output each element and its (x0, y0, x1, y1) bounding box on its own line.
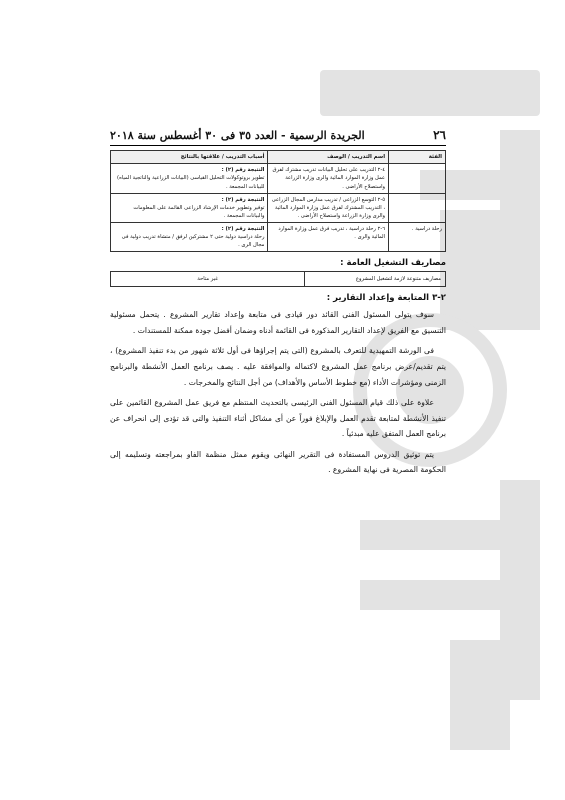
paragraph: يتم توثيق الدروس المستفادة فى التقرير النهائى ويقوم ممثل منظمة الفاو بمراجعته وتسليمه إلى الحكومة المصرية فى نهاية المشروع . (110, 449, 446, 475)
table-row (111, 271, 446, 286)
cell-activity: ٤-٢ التدريب على تحليل البيانات تدريب مشترك لفرق عمل وزارة الموارد المائية والرى وزارة الزراعة واستصلاح الأراضى . (268, 164, 389, 193)
document-page (110, 128, 446, 483)
paragraph: فى الورشة التمهيدية للتعرف بالمشروع (التى يتم إجراؤها فى أول ثلاثة شهور من بدء تنفيذ المشروع) ، يتم تقديم/عرض برنامج عمل المشروع لاكتماله والموافقة عليه . يصف برنامج العمل الأنشطة والبرنامج الزمنى ومؤشرات الأداء (مع خطوط الأساس والأهداف) من أجل النتائج والمخرجات . (110, 346, 446, 387)
expense-value: غير متاحة (111, 271, 305, 286)
training-table (110, 150, 446, 252)
result-label: النتيجة رقم (٢) : (221, 167, 265, 174)
column-header-reasons: أسباب التدريب / علاقتها بالنتائج (111, 151, 268, 164)
monitoring-heading: ٢-٣ المتابعة وإعداد التقارير : (326, 293, 446, 304)
table-header-row (111, 151, 446, 164)
cell-result (111, 193, 268, 222)
operating-expenses-heading: مصاريف التشغيل العامة : (340, 257, 446, 268)
column-header-activity: اسم التدريب / الوصف (268, 151, 389, 164)
result-label: النتيجة رقم (٢) : (221, 225, 265, 232)
paragraph: سوف يتولى المسئول الفنى القائد دور قيادى فى متابعة وإعداد تقارير المشروع . يتحمل مسئولية التنسيق مع الفريق لإعداد التقارير المذكورة فى القائمة أدناه وضمان أفضل جودة ممكنة للمستندات . (110, 310, 446, 335)
operating-expenses-table (110, 271, 446, 287)
page-number: ٢٦ (433, 128, 446, 142)
cell-category: رحلة دراسية . (389, 222, 446, 251)
cell-category (389, 193, 446, 222)
table-row (111, 193, 446, 222)
page-header (110, 128, 446, 146)
expense-item: مصاريف متنوعة لازمة لتشغيل المشروع (305, 271, 446, 286)
cell-category (389, 164, 446, 193)
cell-result (111, 222, 268, 251)
result-text: تطوير بروتوكولات التحليل القياسى (البيانات الزراعية والناتجية المياه) للبيانات المجمعة . (117, 175, 265, 190)
result-text: رحلة دراسية دولية حتى ٢ مشتركين لرفق / متشاة تدريب دولية فى مجال الرى . (121, 233, 265, 248)
paragraph: علاوة على ذلك قيام المسئول الفنى الرئيسى بالتحديث المنتظم مع فريق عمل المشروع القائمين على تنفيذ الأنشطة لمتابعة تقدم العمل والإبلاغ فوراً عن أى مشاكل أثناء التنفيذ والتى قد تؤدى إلى انحراف عن برنامج العمل المتفق عليه مبدئياً . (110, 398, 446, 439)
column-header-category: الفئة (389, 151, 446, 164)
cell-activity: ٦-٢ رحلة دراسية ، تدريب فرق عمل وزارة الموارد المائية والرى . (268, 222, 389, 251)
table-row (111, 222, 446, 251)
table-row (111, 164, 446, 193)
result-label: النتيجة رقم (٢) : (221, 196, 265, 203)
cell-result (111, 164, 268, 193)
result-text: توفير وتطوير خدمات الإرشاد الزراعى القائمة على المعلومات والبيانات المجمعة . (133, 204, 265, 219)
gazette-header-title: الجريدة الرسمية - العدد ٣٥ فى ٣٠ أغسطس سنة ٢٠١٨ (110, 129, 365, 142)
cell-activity: ٥-٢ التوسع الزراعى / تدريب مدارس المجال الزراعى ، التدريب المشترك لفرق عمل وزارة الموارد المائية والرى وزارة الزراعة واستصلاح الأراضى . (268, 193, 389, 222)
